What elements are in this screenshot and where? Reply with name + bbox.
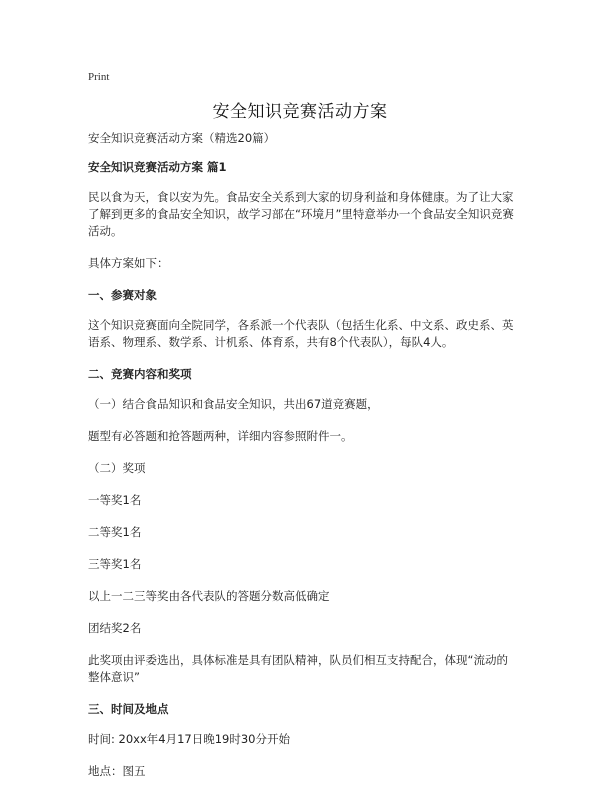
content-line-2: 题型有必答题和抢答题两种，详细内容参照附件一。 — [88, 429, 353, 443]
intro-paragraph: 民以食为天，食以安为先。食品安全关系到大家的切身利益和身体健康。为了让大家了解到更多的食品安全知识，故学习部在“环境月”里特意举办一个食品安全知识竞赛活动。 — [88, 190, 514, 238]
time-line: 时间: 20xx年4月17日晚19时30分开始 — [88, 732, 290, 746]
participants-paragraph: 这个知识竞赛面向全院同学，各系派一个代表队（包括生化系、中文系、政史系、英语系、物理系、数学系、计机系、体育系，共有8个代表队），每队4人。 — [88, 318, 514, 349]
award-third: 三等奖1名 — [88, 557, 142, 571]
place-line: 地点：图五 — [88, 764, 146, 778]
page-title: 安全知识竞赛活动方案 — [212, 102, 388, 122]
document-subtitle: 安全知识竞赛活动方案（精选20篇） — [88, 131, 276, 145]
heading-time-place: 三、时间及地点 — [88, 702, 169, 716]
award-basis: 以上一二三等奖由各代表队的答题分数高低确定 — [88, 589, 330, 603]
heading-content-awards: 二、竞赛内容和奖项 — [88, 367, 192, 381]
document-body — [88, 130, 516, 795]
team-award: 团结奖2名 — [88, 621, 142, 635]
section-title: 安全知识竞赛活动方案 篇1 — [88, 160, 227, 174]
award-first: 一等奖1名 — [88, 493, 142, 507]
team-award-description: 此奖项由评委选出，具体标准是具有团队精神，队员们相互支持配合，体现“流动的整体意识” — [88, 653, 508, 684]
print-label[interactable]: Print — [88, 71, 110, 83]
award-second: 二等奖1名 — [88, 525, 142, 539]
content-line-1: （一）结合食品知识和食品安全知识，共出67道竞赛题， — [88, 397, 379, 411]
awards-heading: （二）奖项 — [88, 461, 146, 475]
plan-intro: 具体方案如下： — [88, 256, 169, 270]
heading-participants: 一、参赛对象 — [88, 288, 157, 302]
